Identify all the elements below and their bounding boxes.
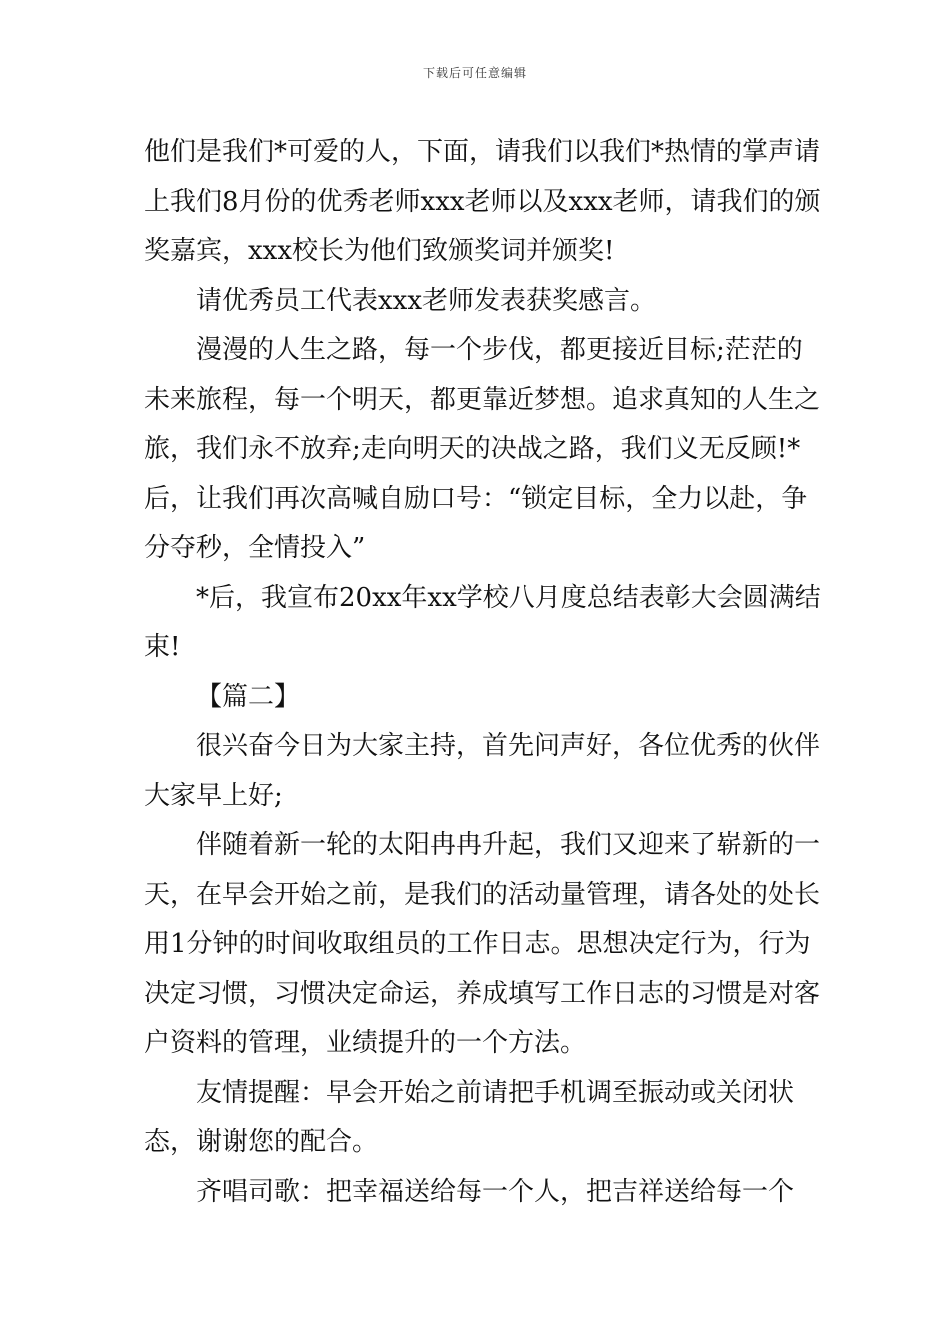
section-heading: 【篇二】 (196, 681, 301, 712)
paragraph-2: 请优秀员工代表xxx老师发表获奖感言。 (196, 285, 656, 316)
paragraph-3: 漫漫的人生之路，每一个步伐，都更接近目标;茫茫的未来旅程，每一个明天，都更靠近梦想。追求真知的人生之旅，我们永不放弃;走向明天的决战之路，我们义无反顾!*后，让我们再次高喊自励口号：“锁定目标，全力以赴，争分夺秒，全情投入” (144, 335, 821, 563)
paragraph-8: 齐唱司歌：把幸福送给每一个人，把吉祥送给每一个 (196, 1176, 795, 1207)
paragraph-1: 他们是我们*可爱的人，下面，请我们以我们*热情的掌声请上我们8月份的优秀老师xxx老师以及xxx老师，请我们的颁奖嘉宾，xxx校长为他们致颁奖词并颁奖! (144, 137, 821, 266)
paragraph-4: *后，我宣布20xx年xx学校八月度总结表彰大会圆满结束! (144, 582, 821, 662)
document-body (144, 128, 824, 1217)
paragraph-6: 伴随着新一轮的太阳冉冉升起，我们又迎来了崭新的一天，在早会开始之前，是我们的活动量管理，请各处的处长用1分钟的时间收取组员的工作日志。思想决定行为，行为决定习惯，习惯决定命运，养成填写工作日志的习惯是对客户资料的管理，业绩提升的一个方法。 (144, 830, 821, 1058)
page-header: 下载后可任意编辑 (422, 66, 527, 80)
paragraph-5: 很兴奋今日为大家主持，首先问声好，各位优秀的伙伴大家早上好; (144, 731, 821, 811)
paragraph-7: 友情提醒：早会开始之前请把手机调至振动或关闭状态，谢谢您的配合。 (144, 1077, 795, 1157)
